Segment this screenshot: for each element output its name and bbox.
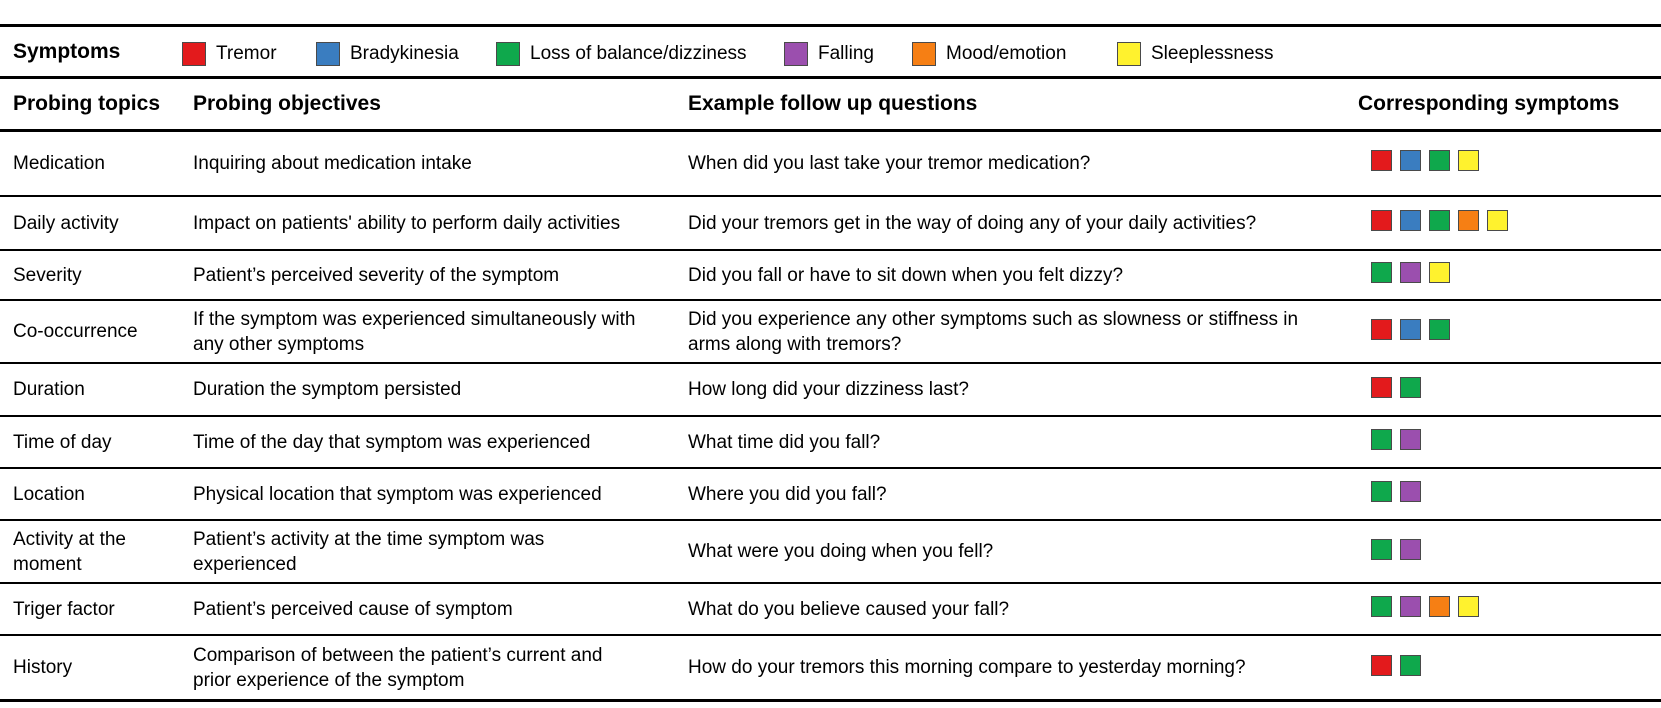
cell-text-line: Where you did you fall? (688, 483, 887, 505)
cell-text-line: Daily activity (13, 212, 119, 234)
topic-cell (13, 377, 85, 402)
legend-label: Tremor (216, 43, 277, 64)
symptom-chip (1371, 150, 1392, 171)
legend-swatch (912, 42, 936, 66)
legend-swatch (316, 42, 340, 66)
symptom-chips (1371, 655, 1421, 676)
cell-text-line: Patient’s perceived cause of symptom (193, 598, 513, 620)
cell-text-line: Did your tremors get in the way of doing any of your daily activities? (688, 212, 1257, 234)
topic-cell (13, 319, 138, 344)
legend-label: Loss of balance/dizziness (530, 43, 747, 64)
objective-cell (193, 482, 602, 507)
row-rule (0, 362, 1661, 364)
row-rule (0, 634, 1661, 636)
topic-cell (13, 430, 112, 455)
symptom-chip (1371, 210, 1392, 231)
cell-text-line: Medication (13, 152, 105, 174)
symptom-chip (1400, 262, 1421, 283)
topic-cell (13, 597, 115, 622)
legend-item (316, 39, 459, 69)
row-rule (0, 582, 1661, 584)
cell-text-line: Duration the symptom persisted (193, 379, 462, 400)
legend-rule (0, 76, 1661, 79)
symptom-chips (1371, 262, 1450, 283)
symptom-chip (1400, 429, 1421, 450)
header-probing-topics: Probing topics (13, 92, 160, 115)
objective-cell (193, 597, 513, 622)
symptom-chip (1429, 319, 1450, 340)
legend-swatch (784, 42, 808, 66)
legend-swatch (182, 42, 206, 66)
topic-cell (13, 482, 85, 507)
symptom-chips (1371, 429, 1421, 450)
symptom-chip (1371, 539, 1392, 560)
legend-swatch (496, 42, 520, 66)
symptom-chip (1400, 596, 1421, 617)
symptom-chip (1429, 210, 1450, 231)
cell-text-line: Inquiring about medication intake (193, 152, 472, 174)
objective-cell (193, 430, 590, 455)
symptom-chips (1371, 377, 1421, 398)
legend-label: Mood/emotion (946, 43, 1067, 64)
symptom-chip (1429, 596, 1450, 617)
symptom-chips (1371, 150, 1479, 171)
cell-text-line: any other symptoms (193, 333, 365, 355)
cell-text-line: Time of the day that symptom was experienced (193, 431, 591, 453)
row-rule (0, 467, 1661, 469)
symptom-chip (1458, 150, 1479, 171)
cell-text-line: Patient’s perceived severity of the symptom (193, 264, 560, 286)
objective-cell (193, 211, 620, 236)
symptom-chip (1400, 539, 1421, 560)
header-example-questions: Example follow up questions (688, 92, 978, 115)
legend-label: Sleeplessness (1151, 43, 1274, 64)
cell-text-line: Comparison of between the patient’s current and (193, 644, 603, 666)
question-cell (688, 655, 1246, 680)
symptom-chip (1458, 210, 1479, 231)
cell-text-line: prior experience of the symptom (193, 669, 465, 691)
legend-title: Symptoms (13, 40, 121, 63)
legend-item (182, 39, 277, 69)
cell-text-line: Time of day (13, 431, 112, 453)
cell-text-line: What were you doing when you fell? (688, 541, 994, 562)
cell-text-line: Physical location that symptom was experienced (193, 483, 602, 505)
legend-item (912, 39, 1066, 69)
row-rule (0, 699, 1661, 702)
cell-text-line: Did you fall or have to sit down when you felt dizzy? (688, 264, 1124, 286)
objective-cell (193, 263, 559, 288)
symptom-chip (1400, 150, 1421, 171)
topic-cell (13, 655, 72, 680)
symptom-chips (1371, 539, 1421, 560)
cell-text-line: Impact on patients' ability to perform daily activities (193, 212, 621, 234)
legend-swatch (1117, 42, 1141, 66)
cell-text-line: Severity (13, 264, 82, 286)
row-rule (0, 249, 1661, 251)
cell-text-line: Did you experience any other symptoms such as slowness or stiffness in (688, 308, 1299, 330)
question-cell (688, 151, 1090, 176)
topic-cell (13, 527, 126, 577)
symptom-chips (1371, 596, 1479, 617)
symptom-chip (1371, 596, 1392, 617)
cell-text-line: moment (13, 553, 82, 575)
objective-cell (193, 151, 472, 176)
cell-text-line: What do you believe caused your fall? (688, 598, 1010, 620)
top-rule (0, 24, 1661, 27)
row-rule (0, 415, 1661, 417)
question-cell (688, 482, 887, 507)
cell-text-line: When did you last take your tremor medication? (688, 152, 1091, 174)
cell-text-line: Location (13, 483, 85, 505)
legend-item (784, 39, 874, 69)
symptom-chip (1371, 655, 1392, 676)
cell-text-line: Triger factor (13, 598, 115, 620)
question-cell (688, 377, 969, 402)
header-corresponding-symptoms: Corresponding symptoms (1358, 92, 1620, 115)
topic-cell (13, 151, 105, 176)
header-probing-objectives: Probing objectives (193, 92, 381, 115)
symptom-chips (1371, 210, 1508, 231)
cell-text-line: arms along with tremors? (688, 333, 902, 355)
row-rule (0, 299, 1661, 301)
cell-text-line: How do your tremors this morning compare to yesterday morning? (688, 657, 1246, 678)
symptom-chip (1400, 481, 1421, 502)
topic-cell (13, 211, 119, 236)
symptom-chip (1371, 377, 1392, 398)
legend-label: Bradykinesia (350, 43, 459, 64)
symptom-chip (1487, 210, 1508, 231)
topic-cell (13, 263, 82, 288)
cell-text-line: Co-occurrence (13, 321, 138, 342)
question-cell (688, 211, 1256, 236)
objective-cell (193, 377, 461, 402)
symptom-chip (1371, 319, 1392, 340)
symptom-chip (1371, 481, 1392, 502)
legend-item (496, 39, 747, 69)
question-cell (688, 597, 1009, 622)
symptom-chip (1400, 210, 1421, 231)
cell-text-line: What time did you fall? (688, 431, 881, 453)
objective-cell (193, 643, 602, 693)
symptom-chip (1429, 150, 1450, 171)
symptom-chip (1458, 596, 1479, 617)
cell-text-line: Activity at the (13, 528, 126, 550)
symptom-chip (1371, 429, 1392, 450)
question-cell (688, 307, 1298, 357)
objective-cell (193, 307, 635, 357)
cell-text-line: Duration (13, 379, 85, 400)
cell-text-line: experienced (193, 553, 297, 575)
question-cell (688, 430, 880, 455)
row-rule (0, 195, 1661, 197)
cell-text-line: History (13, 657, 73, 678)
legend-label: Falling (818, 43, 874, 64)
row-rule (0, 519, 1661, 521)
cell-text-line: If the symptom was experienced simultaneously with (193, 308, 636, 330)
symptom-chip (1400, 377, 1421, 398)
question-cell (688, 263, 1123, 288)
cell-text-line: Patient’s activity at the time symptom was (193, 528, 545, 550)
cell-text-line: How long did your dizziness last? (688, 379, 969, 400)
header-rule (0, 129, 1661, 132)
legend-item (1117, 39, 1274, 69)
symptom-chip (1429, 262, 1450, 283)
symptom-chip (1400, 655, 1421, 676)
symptom-chip (1371, 262, 1392, 283)
question-cell (688, 539, 993, 564)
objective-cell (193, 527, 544, 577)
symptom-chips (1371, 481, 1421, 502)
symptom-chips (1371, 319, 1450, 340)
symptom-chip (1400, 319, 1421, 340)
